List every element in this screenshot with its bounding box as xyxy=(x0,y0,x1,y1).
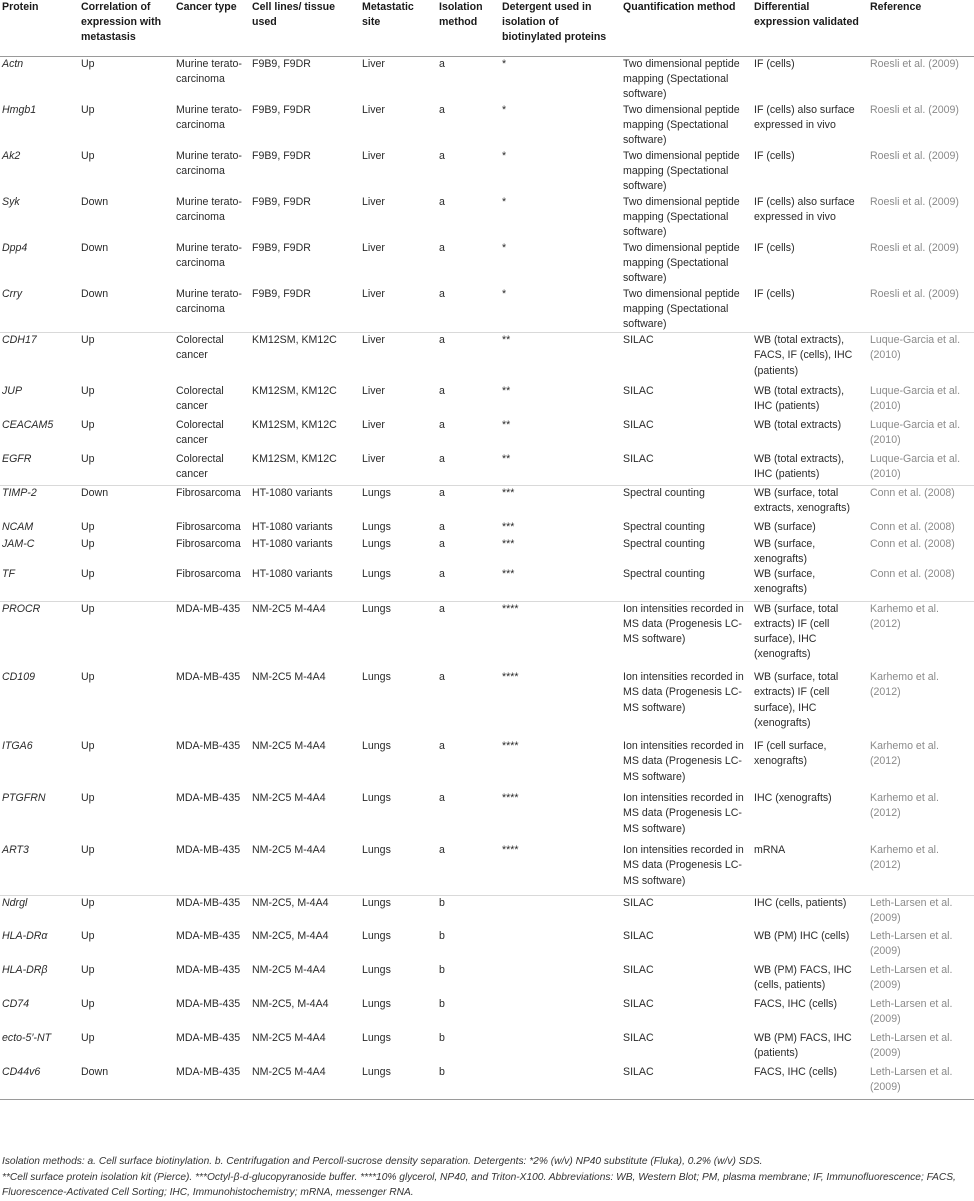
cell-isolation-method: a xyxy=(439,792,445,805)
cell-isolation-method: a xyxy=(437,843,500,895)
table-row xyxy=(0,103,974,149)
table-row xyxy=(0,1031,974,1065)
cell-correlation: Up xyxy=(81,896,95,909)
cell-metastatic-site: Liver xyxy=(360,287,437,333)
cell-metastatic-site: Liver xyxy=(362,58,385,70)
cell-detergent: *** xyxy=(500,567,621,601)
cell-differential-expression: WB (total extracts) xyxy=(754,418,842,431)
cell-metastatic-site: Lungs xyxy=(360,843,437,895)
cell-reference: Roesli et al. (2009) xyxy=(870,241,959,254)
cell-detergent: ** xyxy=(502,418,511,431)
cell-protein: Dpp4 xyxy=(2,241,28,254)
cell-protein: TF xyxy=(0,567,79,601)
cell-reference: Roesli et al. (2009) xyxy=(868,287,974,333)
cell-cancer-type: Murine terato-carcinoma xyxy=(176,241,242,269)
cell-quantification: Ion intensities recorded in MS data (Progenesis LC-MS software) xyxy=(623,602,744,646)
cell-correlation: Up xyxy=(81,740,95,753)
cell-differential-expression: FACS, IHC (cells) xyxy=(752,1065,868,1099)
cell-differential-expression: IF (cells) xyxy=(754,241,795,254)
cell-metastatic-site: Lungs xyxy=(362,520,391,533)
table-row xyxy=(0,384,974,418)
cell-isolation-method: b xyxy=(439,930,445,943)
table-row xyxy=(0,149,974,195)
table-row xyxy=(0,895,974,929)
table-row xyxy=(0,1065,974,1099)
cell-metastatic-site: Lungs xyxy=(362,930,391,943)
cell-protein: CDH17 xyxy=(2,334,37,347)
cell-protein: NCAM xyxy=(2,520,34,533)
cell-protein: Hmgb1 xyxy=(2,103,37,116)
cell-cancer-type: Fibrosarcoma xyxy=(174,567,250,601)
cell-cancer-type: Murine terato-carcinoma xyxy=(176,149,242,177)
cell-cell-lines: NM-2C5, M-4A4 xyxy=(252,896,329,909)
cell-isolation-method: a xyxy=(439,58,445,70)
cell-differential-expression: IF (cells) also surface expressed in vivo xyxy=(754,103,855,131)
cell-quantification: SILAC xyxy=(623,964,654,977)
cell-differential-expression: WB (surface, total extracts, xenografts) xyxy=(754,487,850,515)
cell-cancer-type: MDA-MB-435 xyxy=(176,602,241,615)
cell-cell-lines: F9B9, F9DR xyxy=(252,195,311,208)
cell-cancer-type: Fibrosarcoma xyxy=(176,520,241,533)
cell-cell-lines: KM12SM, KM12C xyxy=(252,384,337,397)
cell-cancer-type: MDA-MB-435 xyxy=(174,843,250,895)
cell-protein: Actn xyxy=(2,58,24,70)
cell-reference: Roesli et al. (2009) xyxy=(870,58,959,70)
cell-detergent xyxy=(500,1065,621,1099)
cell-metastatic-site: Lungs xyxy=(360,1065,437,1099)
cell-cell-lines: KM12SM, KM12C xyxy=(250,452,360,486)
cell-correlation: Up xyxy=(81,384,95,397)
cell-quantification: Two dimensional peptide mapping (Spectational software) xyxy=(623,58,740,101)
cell-quantification: SILAC xyxy=(623,930,654,943)
cell-quantification: SILAC xyxy=(623,334,654,347)
cell-differential-expression: WB (total extracts), IHC (patients) xyxy=(752,452,868,486)
cell-detergent: * xyxy=(502,149,507,162)
cell-differential-expression: WB (surface, xenografts) xyxy=(752,567,868,601)
cell-reference: Leth-Larsen et al. (2009) xyxy=(870,964,953,992)
cell-correlation: Up xyxy=(81,103,95,116)
cell-correlation: Up xyxy=(81,964,95,977)
cell-detergent: *** xyxy=(502,537,515,550)
cell-cell-lines: KM12SM, KM12C xyxy=(252,334,337,347)
cell-protein: CD109 xyxy=(2,671,35,684)
cell-cancer-type: Colorectal cancer xyxy=(176,418,224,446)
cell-metastatic-site: Lungs xyxy=(362,487,391,500)
cell-cell-lines: HT-1080 variants xyxy=(252,537,333,550)
header-protein: Protein xyxy=(0,0,79,57)
table-row xyxy=(0,567,974,601)
cell-correlation: Up xyxy=(79,567,174,601)
cell-correlation: Down xyxy=(79,1065,174,1099)
cell-cell-lines: NM-2C5 M-4A4 xyxy=(252,792,326,805)
cell-isolation-method: a xyxy=(437,452,500,486)
cell-differential-expression: WB (surface, xenografts) xyxy=(754,537,816,565)
cell-isolation-method: a xyxy=(439,602,445,615)
cell-quantification: SILAC xyxy=(623,998,654,1011)
cell-reference: Luque-Garcia et al. (2010) xyxy=(870,334,961,362)
cell-metastatic-site: Lungs xyxy=(362,537,391,550)
cell-isolation-method: b xyxy=(439,998,445,1011)
cell-cancer-type: MDA-MB-435 xyxy=(176,998,241,1011)
cell-cancer-type: Colorectal cancer xyxy=(174,452,250,486)
cell-reference: Conn et al. (2008) xyxy=(870,487,955,500)
table-row xyxy=(0,601,974,670)
cell-correlation: Up xyxy=(81,671,95,684)
cell-differential-expression: IF (cells) xyxy=(754,149,795,162)
cell-detergent: * xyxy=(502,241,507,254)
cell-reference: Karhemo et al. (2012) xyxy=(870,792,939,820)
cell-cell-lines: KM12SM, KM12C xyxy=(252,418,337,431)
cell-metastatic-site: Liver xyxy=(362,195,385,208)
cell-correlation: Up xyxy=(79,843,174,895)
cell-protein: PROCR xyxy=(2,602,41,615)
cell-quantification: Spectral counting xyxy=(621,567,752,601)
cell-correlation: Up xyxy=(81,149,95,162)
cell-metastatic-site: Liver xyxy=(362,384,385,397)
table-row xyxy=(0,537,974,567)
cell-quantification: SILAC xyxy=(623,384,654,397)
header-quantification: Quantification method xyxy=(621,0,752,57)
footnote-line: **Cell surface protein isolation kit (Pierce). ***Octyl-β-d-glucopyranoside buffer. ****10% glycerol, NP40, and Triton-X100. Abbreviations: WB, Western Blot; PM, plasma membrane; IF, Immunofluorescence; FACS, xyxy=(2,1171,956,1183)
cell-reference: Conn et al. (2008) xyxy=(870,520,955,533)
cell-quantification: SILAC xyxy=(623,418,654,431)
table-row xyxy=(0,929,974,963)
cell-detergent: ** xyxy=(502,384,511,397)
cell-reference: Luque-Garcia et al. (2010) xyxy=(868,452,974,486)
cell-cancer-type: Murine terato-carcinoma xyxy=(176,195,242,223)
cell-cancer-type: Fibrosarcoma xyxy=(176,537,241,550)
cell-cancer-type: Fibrosarcoma xyxy=(176,487,241,500)
cell-quantification: Ion intensities recorded in MS data (Progenesis LC-MS software) xyxy=(623,671,744,714)
cell-isolation-method: a xyxy=(439,149,445,162)
cell-isolation-method: b xyxy=(439,896,445,909)
header-cell-lines: Cell lines/ tissue used xyxy=(250,0,360,57)
cell-metastatic-site: Lungs xyxy=(362,740,391,753)
cell-reference: Karhemo et al. (2012) xyxy=(870,740,939,768)
cell-isolation-method: a xyxy=(439,195,445,208)
cell-reference: Roesli et al. (2009) xyxy=(870,149,959,162)
cell-detergent xyxy=(500,997,621,1031)
cell-quantification: Two dimensional peptide mapping (Spectational software) xyxy=(623,241,740,285)
cell-cancer-type: MDA-MB-435 xyxy=(176,1032,241,1045)
cell-cancer-type: Murine terato-carcinoma xyxy=(176,58,242,86)
cell-correlation: Up xyxy=(79,452,174,486)
cell-quantification: SILAC xyxy=(621,1065,752,1099)
cell-metastatic-site: Liver xyxy=(362,334,385,347)
cell-metastatic-site: Lungs xyxy=(362,964,391,977)
cell-differential-expression: FACS, IHC (cells) xyxy=(754,998,837,1011)
cell-cancer-type: Colorectal cancer xyxy=(176,334,224,362)
cell-cell-lines: NM-2C5 M-4A4 xyxy=(252,602,326,615)
cell-protein: CEACAM5 xyxy=(2,418,54,431)
cell-detergent xyxy=(500,1031,621,1065)
cell-correlation: Up xyxy=(81,537,95,550)
cell-correlation: Up xyxy=(81,792,95,805)
cell-correlation: Up xyxy=(81,930,95,943)
cell-cancer-type: MDA-MB-435 xyxy=(176,671,241,684)
cell-protein: TIMP-2 xyxy=(2,487,37,500)
cell-cell-lines: F9B9, F9DR xyxy=(250,287,360,333)
cell-detergent: ** xyxy=(502,334,511,347)
cell-reference: Karhemo et al. (2012) xyxy=(868,843,974,895)
cell-correlation: Down xyxy=(81,487,109,500)
cell-differential-expression: WB (PM) FACS, IHC (patients) xyxy=(754,1032,852,1060)
cell-detergent xyxy=(500,929,621,963)
cell-detergent: * xyxy=(500,287,621,333)
cell-detergent: ** xyxy=(500,452,621,486)
header-reference: Reference xyxy=(868,0,974,57)
cell-reference: Roesli et al. (2009) xyxy=(870,103,959,116)
cell-correlation: Up xyxy=(81,1032,95,1045)
cell-differential-expression: WB (PM) IHC (cells) xyxy=(754,930,850,943)
table-row xyxy=(0,843,974,895)
cell-reference: Leth-Larsen et al. (2009) xyxy=(870,896,953,924)
cell-detergent: * xyxy=(502,195,507,208)
cell-cell-lines: F9B9, F9DR xyxy=(252,241,311,254)
cell-isolation-method: a xyxy=(439,740,445,753)
cell-protein: ecto-5′-NT xyxy=(2,1032,52,1045)
cell-differential-expression: WB (PM) FACS, IHC (cells, patients) xyxy=(754,964,852,992)
cell-metastatic-site: Lungs xyxy=(362,1032,391,1045)
table-footnote xyxy=(2,1154,968,1201)
cell-isolation-method: a xyxy=(437,567,500,601)
cell-protein: PTGFRN xyxy=(2,792,46,805)
footnote-line: Isolation methods: a. Cell surface biotinylation. b. Centrifugation and Percoll-sucrose density separation. Detergents: *2% (w/v) NP40 substitute (Fluka), 0.2% (w/v) SDS. xyxy=(2,1156,763,1167)
cell-isolation-method: a xyxy=(439,384,445,397)
cell-cell-lines: NM-2C5 M-4A4 xyxy=(252,671,326,684)
cell-cell-lines: HT-1080 variants xyxy=(250,567,360,601)
cell-protein: EGFR xyxy=(0,452,79,486)
cell-detergent: **** xyxy=(502,671,519,684)
cell-detergent: *** xyxy=(502,520,515,533)
cell-reference: Leth-Larsen et al. (2009) xyxy=(870,1032,953,1060)
cell-metastatic-site: Liver xyxy=(362,103,385,116)
cell-isolation-method: a xyxy=(439,418,445,431)
cell-protein: Ndrgl xyxy=(2,896,28,909)
cell-correlation: Up xyxy=(81,334,95,347)
cell-correlation: Up xyxy=(81,418,95,431)
cell-quantification: Two dimensional peptide mapping (Spectational software) xyxy=(621,287,752,333)
cell-quantification: SILAC xyxy=(621,452,752,486)
header-cancer-type: Cancer type xyxy=(174,0,250,57)
cell-cancer-type: Murine terato-carcinoma xyxy=(176,103,242,131)
cell-metastatic-site: Liver xyxy=(362,149,385,162)
header-isolation-method: Isolation method xyxy=(437,0,500,57)
cell-cell-lines: F9B9, F9DR xyxy=(252,103,311,116)
cell-correlation: Up xyxy=(81,602,95,615)
cell-isolation-method: a xyxy=(439,334,445,347)
cell-cell-lines: F9B9, F9DR xyxy=(252,149,311,162)
cell-cell-lines: NM-2C5, M-4A4 xyxy=(252,998,329,1011)
cell-correlation: Up xyxy=(81,520,95,533)
cell-differential-expression: IF (cells) also surface expressed in vivo xyxy=(754,195,855,223)
cell-quantification: Spectral counting xyxy=(623,537,705,550)
table-row xyxy=(0,670,974,739)
cell-quantification: Ion intensities recorded in MS data (Progenesis LC-MS software) xyxy=(623,792,744,835)
cell-reference: Karhemo et al. (2012) xyxy=(870,671,939,699)
cell-isolation-method: a xyxy=(439,671,445,684)
cell-differential-expression: IF (cells) xyxy=(752,287,868,333)
cell-differential-expression: WB (total extracts), IHC (patients) xyxy=(754,384,845,412)
table-row xyxy=(0,963,974,997)
cell-protein: CD74 xyxy=(2,998,30,1011)
cell-isolation-method: b xyxy=(437,1065,500,1099)
cell-detergent: **** xyxy=(502,602,519,615)
cell-isolation-method: a xyxy=(439,241,445,254)
cell-detergent: * xyxy=(502,103,507,116)
cell-cell-lines: NM-2C5, M-4A4 xyxy=(252,930,329,943)
cell-quantification: SILAC xyxy=(623,1032,654,1045)
table-row xyxy=(0,57,974,103)
cell-metastatic-site: Lungs xyxy=(362,792,391,805)
cell-correlation: Down xyxy=(79,287,174,333)
cell-protein: Ak2 xyxy=(2,149,21,162)
cell-quantification: Ion intensities recorded in MS data (Progenesis LC-MS software) xyxy=(623,740,744,783)
cell-detergent: **** xyxy=(502,792,519,805)
cell-protein: Syk xyxy=(2,195,20,208)
cell-quantification: Ion intensities recorded in MS data (Progenesis LC-MS software) xyxy=(621,843,752,895)
cell-protein: Crry xyxy=(0,287,79,333)
cell-cell-lines: NM-2C5 M-4A4 xyxy=(252,1032,326,1045)
cell-quantification: SILAC xyxy=(623,896,654,909)
cell-protein: ART3 xyxy=(0,843,79,895)
cell-detergent xyxy=(500,895,621,929)
cell-reference: Conn et al. (2008) xyxy=(870,537,955,550)
table-row xyxy=(0,287,974,333)
cell-isolation-method: b xyxy=(439,964,445,977)
cell-detergent: **** xyxy=(502,740,519,753)
cell-quantification: Spectral counting xyxy=(623,487,705,500)
cell-isolation-method: a xyxy=(439,487,445,500)
cell-reference: Roesli et al. (2009) xyxy=(870,195,959,208)
cell-metastatic-site: Lungs xyxy=(362,896,391,909)
cell-reference: Leth-Larsen et al. (2009) xyxy=(868,1065,974,1099)
cell-differential-expression: mRNA xyxy=(752,843,868,895)
header-differential-expression: Differential expression validated xyxy=(752,0,868,57)
cell-correlation: Down xyxy=(81,195,109,208)
cell-cell-lines: NM-2C5 M-4A4 xyxy=(252,740,326,753)
cell-cancer-type: MDA-MB-435 xyxy=(176,792,241,805)
cell-reference: Luque-Garcia et al. (2010) xyxy=(870,418,961,446)
cell-cell-lines: NM-2C5 M-4A4 xyxy=(252,964,326,977)
table-row xyxy=(0,452,974,486)
table-row xyxy=(0,739,974,791)
cell-differential-expression: IF (cell surface, xenografts) xyxy=(754,740,827,768)
cell-protein: JAM-C xyxy=(2,537,35,550)
cell-differential-expression: WB (surface) xyxy=(754,520,816,533)
cell-reference: Karhemo et al. (2012) xyxy=(870,602,939,630)
cell-cell-lines: F9B9, F9DR xyxy=(252,58,311,70)
cell-cancer-type: Colorectal cancer xyxy=(176,384,224,412)
table-header-row xyxy=(0,0,974,57)
cell-reference: Leth-Larsen et al. (2009) xyxy=(870,998,953,1026)
table-row xyxy=(0,195,974,241)
table-row xyxy=(0,997,974,1031)
cell-metastatic-site: Lungs xyxy=(362,671,391,684)
cell-reference: Conn et al. (2008) xyxy=(868,567,974,601)
cell-metastatic-site: Lungs xyxy=(360,567,437,601)
cell-protein: ITGA6 xyxy=(2,740,33,753)
cell-protein: HLA-DRβ xyxy=(2,964,48,977)
cell-cell-lines: HT-1080 variants xyxy=(252,487,333,500)
cell-metastatic-site: Liver xyxy=(362,241,385,254)
cell-metastatic-site: Liver xyxy=(362,418,385,431)
cell-correlation: Up xyxy=(81,58,95,70)
cell-differential-expression: IF (cells) xyxy=(754,58,795,70)
cell-cancer-type: MDA-MB-435 xyxy=(176,896,241,909)
cell-detergent: **** xyxy=(500,843,621,895)
cell-protein: CD44v6 xyxy=(0,1065,79,1099)
cell-detergent: *** xyxy=(502,487,515,500)
cell-cell-lines: NM-2C5 M-4A4 xyxy=(250,843,360,895)
header-correlation: Correlation of expression with metastasis xyxy=(79,0,174,57)
cell-differential-expression: WB (surface, total extracts) IF (cell surface), IHC (xenografts) xyxy=(754,671,839,729)
cell-quantification: Two dimensional peptide mapping (Spectational software) xyxy=(623,103,740,147)
table-row xyxy=(0,486,974,520)
cell-cancer-type: Murine terato-carcinoma xyxy=(174,287,250,333)
table-row xyxy=(0,418,974,452)
cell-metastatic-site: Lungs xyxy=(362,998,391,1011)
cell-quantification: Two dimensional peptide mapping (Spectational software) xyxy=(623,149,740,193)
cell-differential-expression: IHC (xenografts) xyxy=(754,792,832,805)
table-row xyxy=(0,791,974,843)
cell-cell-lines: HT-1080 variants xyxy=(252,520,333,533)
cell-protein: JUP xyxy=(2,384,23,397)
cell-differential-expression: WB (surface, total extracts) IF (cell surface), IHC (xenografts) xyxy=(754,602,839,661)
footnote-line: Fluorescence-Activated Cell Sorting; IHC, Immunohistochemistry; mRNA, messenger RNA. xyxy=(2,1187,414,1199)
table-row xyxy=(0,333,974,384)
cell-detergent: * xyxy=(502,58,507,70)
cell-isolation-method: a xyxy=(439,103,445,116)
cell-correlation: Up xyxy=(81,998,95,1011)
cell-protein: HLA-DRα xyxy=(2,930,48,943)
cell-differential-expression: WB (total extracts), FACS, IF (cells), IHC (patients) xyxy=(754,334,853,377)
cell-correlation: Down xyxy=(81,241,109,254)
cell-isolation-method: a xyxy=(439,520,445,533)
cell-cancer-type: MDA-MB-435 xyxy=(176,740,241,753)
cell-cancer-type: MDA-MB-435 xyxy=(176,930,241,943)
cell-reference: Leth-Larsen et al. (2009) xyxy=(870,930,953,958)
cell-detergent xyxy=(500,963,621,997)
cell-isolation-method: b xyxy=(439,1032,445,1045)
table-body xyxy=(0,57,974,1100)
header-detergent: Detergent used in isolation of biotinylated proteins xyxy=(500,0,621,57)
header-metastatic-site: Metastatic site xyxy=(360,0,437,57)
cell-reference: Luque-Garcia et al. (2010) xyxy=(870,384,961,412)
cell-isolation-method: a xyxy=(439,537,445,550)
cell-quantification: Spectral counting xyxy=(623,520,705,533)
cell-metastatic-site: Lungs xyxy=(362,602,391,615)
cell-quantification: Two dimensional peptide mapping (Spectational software) xyxy=(623,195,740,239)
table-row xyxy=(0,241,974,287)
cell-isolation-method: a xyxy=(437,287,500,333)
cell-cancer-type: MDA-MB-435 xyxy=(174,1065,250,1099)
cell-cancer-type: MDA-MB-435 xyxy=(176,964,241,977)
cell-cell-lines: NM-2C5 M-4A4 xyxy=(250,1065,360,1099)
cell-metastatic-site: Liver xyxy=(360,452,437,486)
cell-differential-expression: IHC (cells, patients) xyxy=(754,896,847,909)
table-row xyxy=(0,520,974,537)
